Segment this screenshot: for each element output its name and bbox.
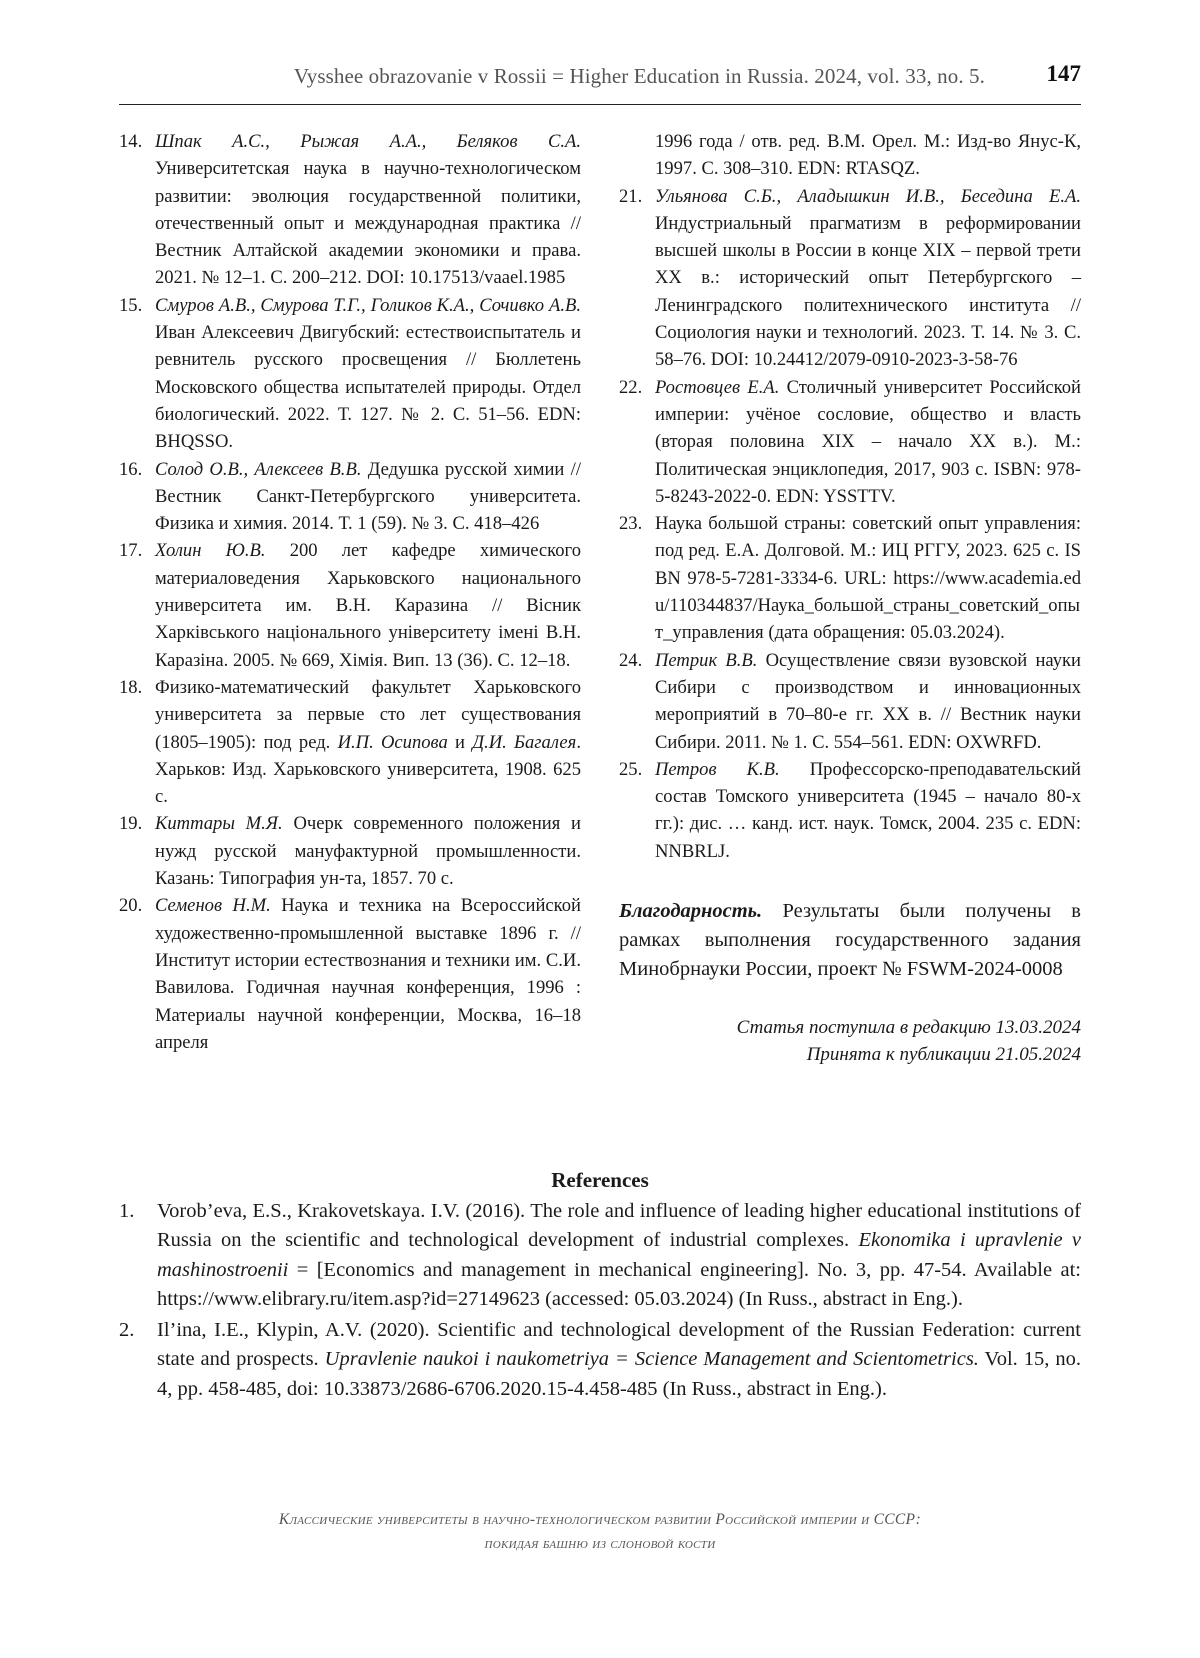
received-date: Статья поступила в редакцию 13.03.2024 [736, 1017, 1081, 1039]
acknowledgement [619, 897, 1081, 984]
reference-authors: Ростовцев Е.А. [655, 376, 780, 398]
reference-authors: Семенов Н.М. [155, 895, 271, 917]
accepted-date: Принята к публикации 21.05.2024 [806, 1044, 1081, 1066]
reference-authors: Петров К.В. [655, 758, 780, 780]
reference-text: Иван Алексеевич Двигубский: естествоиспытатель и ревнитель русского просвещения // Бюллетень Московского общества испытателей природы. Отдел биологический. 2022. Т. 127. № 2. С. 51–56. EDN: BHQSSO. [155, 322, 581, 453]
references-list [119, 1197, 1081, 1404]
reference-number: 19. [119, 813, 143, 835]
reference-number: 21. [619, 185, 643, 207]
reference-text: Наука большой страны: советский опыт управления: под ред. Е.А. Долговой. М.: ИЦ РГГУ, 2023. 625 с. ISBN 978-5-7281-3334-6. URL: https://www.academia.edu/110344837/Наука_большой_страны_советский_опыт_управления (дата обращения: 05.03.2024). [655, 513, 1081, 644]
reference-entry [119, 128, 581, 292]
reference-authors: Солод О.В., Алексеев В.В. [155, 458, 362, 480]
acknowledgement-label: Благодарность. [619, 900, 763, 923]
reference-text: Университетская наука в научно-технологическом развитии: эволюция государственной политики, отечественный опыт и международная практика // Вестник Алтайской академии экономики и права. 2021. № 12–1. С. 200–212. DOI: 10.17513/vaael.1985 [155, 158, 581, 289]
reference-text: Осуществление связи вузовской науки Сибири с производством и инновационных мероприятий в 70–80-е гг. XX в. // Вестник науки Сибири. 2011. № 1. С. 554–561. EDN: OXWRFD. [655, 649, 1081, 753]
reference-entry [119, 674, 581, 810]
reference-text: Очерк современного положения и нужд русской мануфактурной промышленности. Казань: Типография ун-та, 1857. 70 с. [155, 813, 581, 890]
reference-text: Vol. 15, no. 4, pp. 458-485, doi: 10.33873/2686-6706.2020.15-4.458-485 (In Russ., abstract in Eng.). [157, 1348, 1081, 1400]
reference-editor: Д.И. Багалея [472, 731, 577, 753]
reference-text: Il’ina, I.E., Klypin, A.V. (2020). Scientific and technological development of the Russian Federation: current state and prospects. [157, 1319, 1081, 1371]
reference-number: 24. [619, 649, 643, 671]
reference-text: и [447, 731, 473, 753]
reference-entry [119, 292, 581, 456]
page-number: 147 [1046, 61, 1081, 86]
reference-text: Дедушка русской химии // Вестник Санкт-Петербургского университета. Физика и химия. 2014. Т. 1 (59). № 3. С. 418–426 [155, 458, 581, 535]
reference-continuation: 1996 года / отв. ред. В.М. Орел. М.: Изд-во Янус-К, 1997. С. 308–310. EDN: RTASQZ. [655, 131, 1081, 180]
reference-entry [119, 1316, 1081, 1404]
reference-entry [119, 1197, 1081, 1314]
reference-authors: Холин Ю.В. [155, 540, 266, 562]
reference-text: 200 лет кафедре химического материаловедения Харьковского национального университета им. В.Н. Каразина // Вісник Харківського національного університету імені В.Н. Каразіна. 2005. № 669, Хімія. Вип. 13 (36). С. 12–18. [155, 540, 582, 671]
reference-number: 18. [119, 676, 143, 698]
footer-line: покидая башню из слоновой кости [484, 1535, 716, 1552]
reference-number: 1. [119, 1200, 135, 1222]
reference-number: 25. [619, 758, 643, 780]
reference-journal: Upravlenie naukoi i naukometriya = Science Management and Scientometrics. [324, 1348, 979, 1371]
reference-number: 14. [119, 131, 143, 152]
reference-entry [119, 537, 581, 673]
reference-number: 15. [119, 294, 143, 316]
left-column [119, 128, 581, 1056]
running-header [119, 58, 1081, 105]
reference-text: Vorob’eva, E.S., Krakovetskaya. I.V. (2016). The role and influence of leading higher educational institutions of Russia on the scientific and technological development of industrial complexes. [157, 1200, 1081, 1252]
reference-text: Профессорско-преподавательский состав Томского университета (1945 – начало 80-х гг.): дис. … канд. ист. наук. Томск, 2004. 235 с. EDN: NNBRLJ. [655, 758, 1081, 862]
reference-editor: И.П. Осипова [337, 731, 448, 753]
reference-text: Наука и техника на Всероссийской художественно-промышленной выставке 1896 г. // Институт истории естествознания и техники им. С.И. Вавилова. Годичная научная конференция, 1996 : Материалы научной конференции, Москва, 16–18 апреля [155, 895, 581, 1053]
reference-authors: Смуров А.В., Смурова Т.Г., Голиков К.А., Сочивко А.В. [155, 294, 581, 316]
reference-text: Индустриальный прагматизм в реформировании высшей школы в России в конце XIX – первой трети XX в.: исторический опыт Петербургского – Ленинградского политехнического института // Социология науки и технологий. 2023. Т. 14. № 3. С. 58–76. DOI: 10.24412/2079-0910-2023-3-58-76 [655, 212, 1081, 371]
right-column [619, 128, 1081, 1068]
references-heading: References [551, 1168, 649, 1192]
reference-entry [619, 510, 1081, 646]
reference-authors: Киттары М.Я. [155, 813, 283, 835]
reference-authors: Ульянова С.Б., Аладышкин И.В., Беседина Е.А. [655, 185, 1081, 207]
reference-text: = [Economics and management in mechanical engineering]. No. 3, pp. 47-54. Available at: https://www.elibrary.ru/item.asp?id=27149623 (accessed: 05.03.2024) (In Russ., abstract in Eng.). [157, 1258, 1081, 1310]
reference-entry [619, 756, 1081, 865]
footer-line: Классические университеты в научно-технологическом развитии Российской империи и СССР: [278, 1511, 922, 1528]
reference-text: . Харьков: Изд. Харьковского университета, 1908. 625 с. [155, 731, 581, 808]
reference-number: 23. [619, 513, 643, 535]
reference-authors: Петрик В.В. [655, 649, 758, 671]
reference-entry [619, 374, 1081, 510]
reference-authors: Шпак А.С., Рыжая А.А., Беляков С.А. [155, 131, 581, 152]
reference-text: Столичный университет Российской империи: учёное сословие, общество и власть (вторая половина XIX – начало XX в.). М.: Политическая энциклопедия, 2017, 903 с. ISBN: 978-5-8243-2022-0. EDN: YSSTTV. [655, 376, 1081, 507]
reference-number: 17. [119, 540, 143, 562]
reference-number: 20. [119, 895, 143, 917]
reference-number: 22. [619, 376, 643, 398]
reference-number: 2. [119, 1319, 135, 1342]
reference-number: 16. [119, 458, 143, 480]
reference-journal: Ekonomika i upravlenie v mashinostroenii [157, 1229, 1081, 1281]
reference-entry [119, 892, 581, 1056]
journal-title: Vysshee obrazovanie v Rossii = Higher Education in Russia. 2024, vol. 33, no. 5. [293, 64, 985, 88]
reference-entry [619, 183, 1081, 374]
acknowledgement-text: Результаты были получены в рамках выполнения государственного задания Минобрнауки России, проект № FSWM-2024-0008 [619, 900, 1081, 981]
reference-entry [119, 456, 581, 538]
reference-entry [119, 810, 581, 892]
reference-entry [619, 647, 1081, 756]
running-footer [0, 1508, 1200, 1556]
article-dates [619, 1014, 1081, 1068]
reference-text: Физико-математический факультет Харьковского университета за первые сто лет существования (1805–1905): под ред. [155, 676, 581, 753]
